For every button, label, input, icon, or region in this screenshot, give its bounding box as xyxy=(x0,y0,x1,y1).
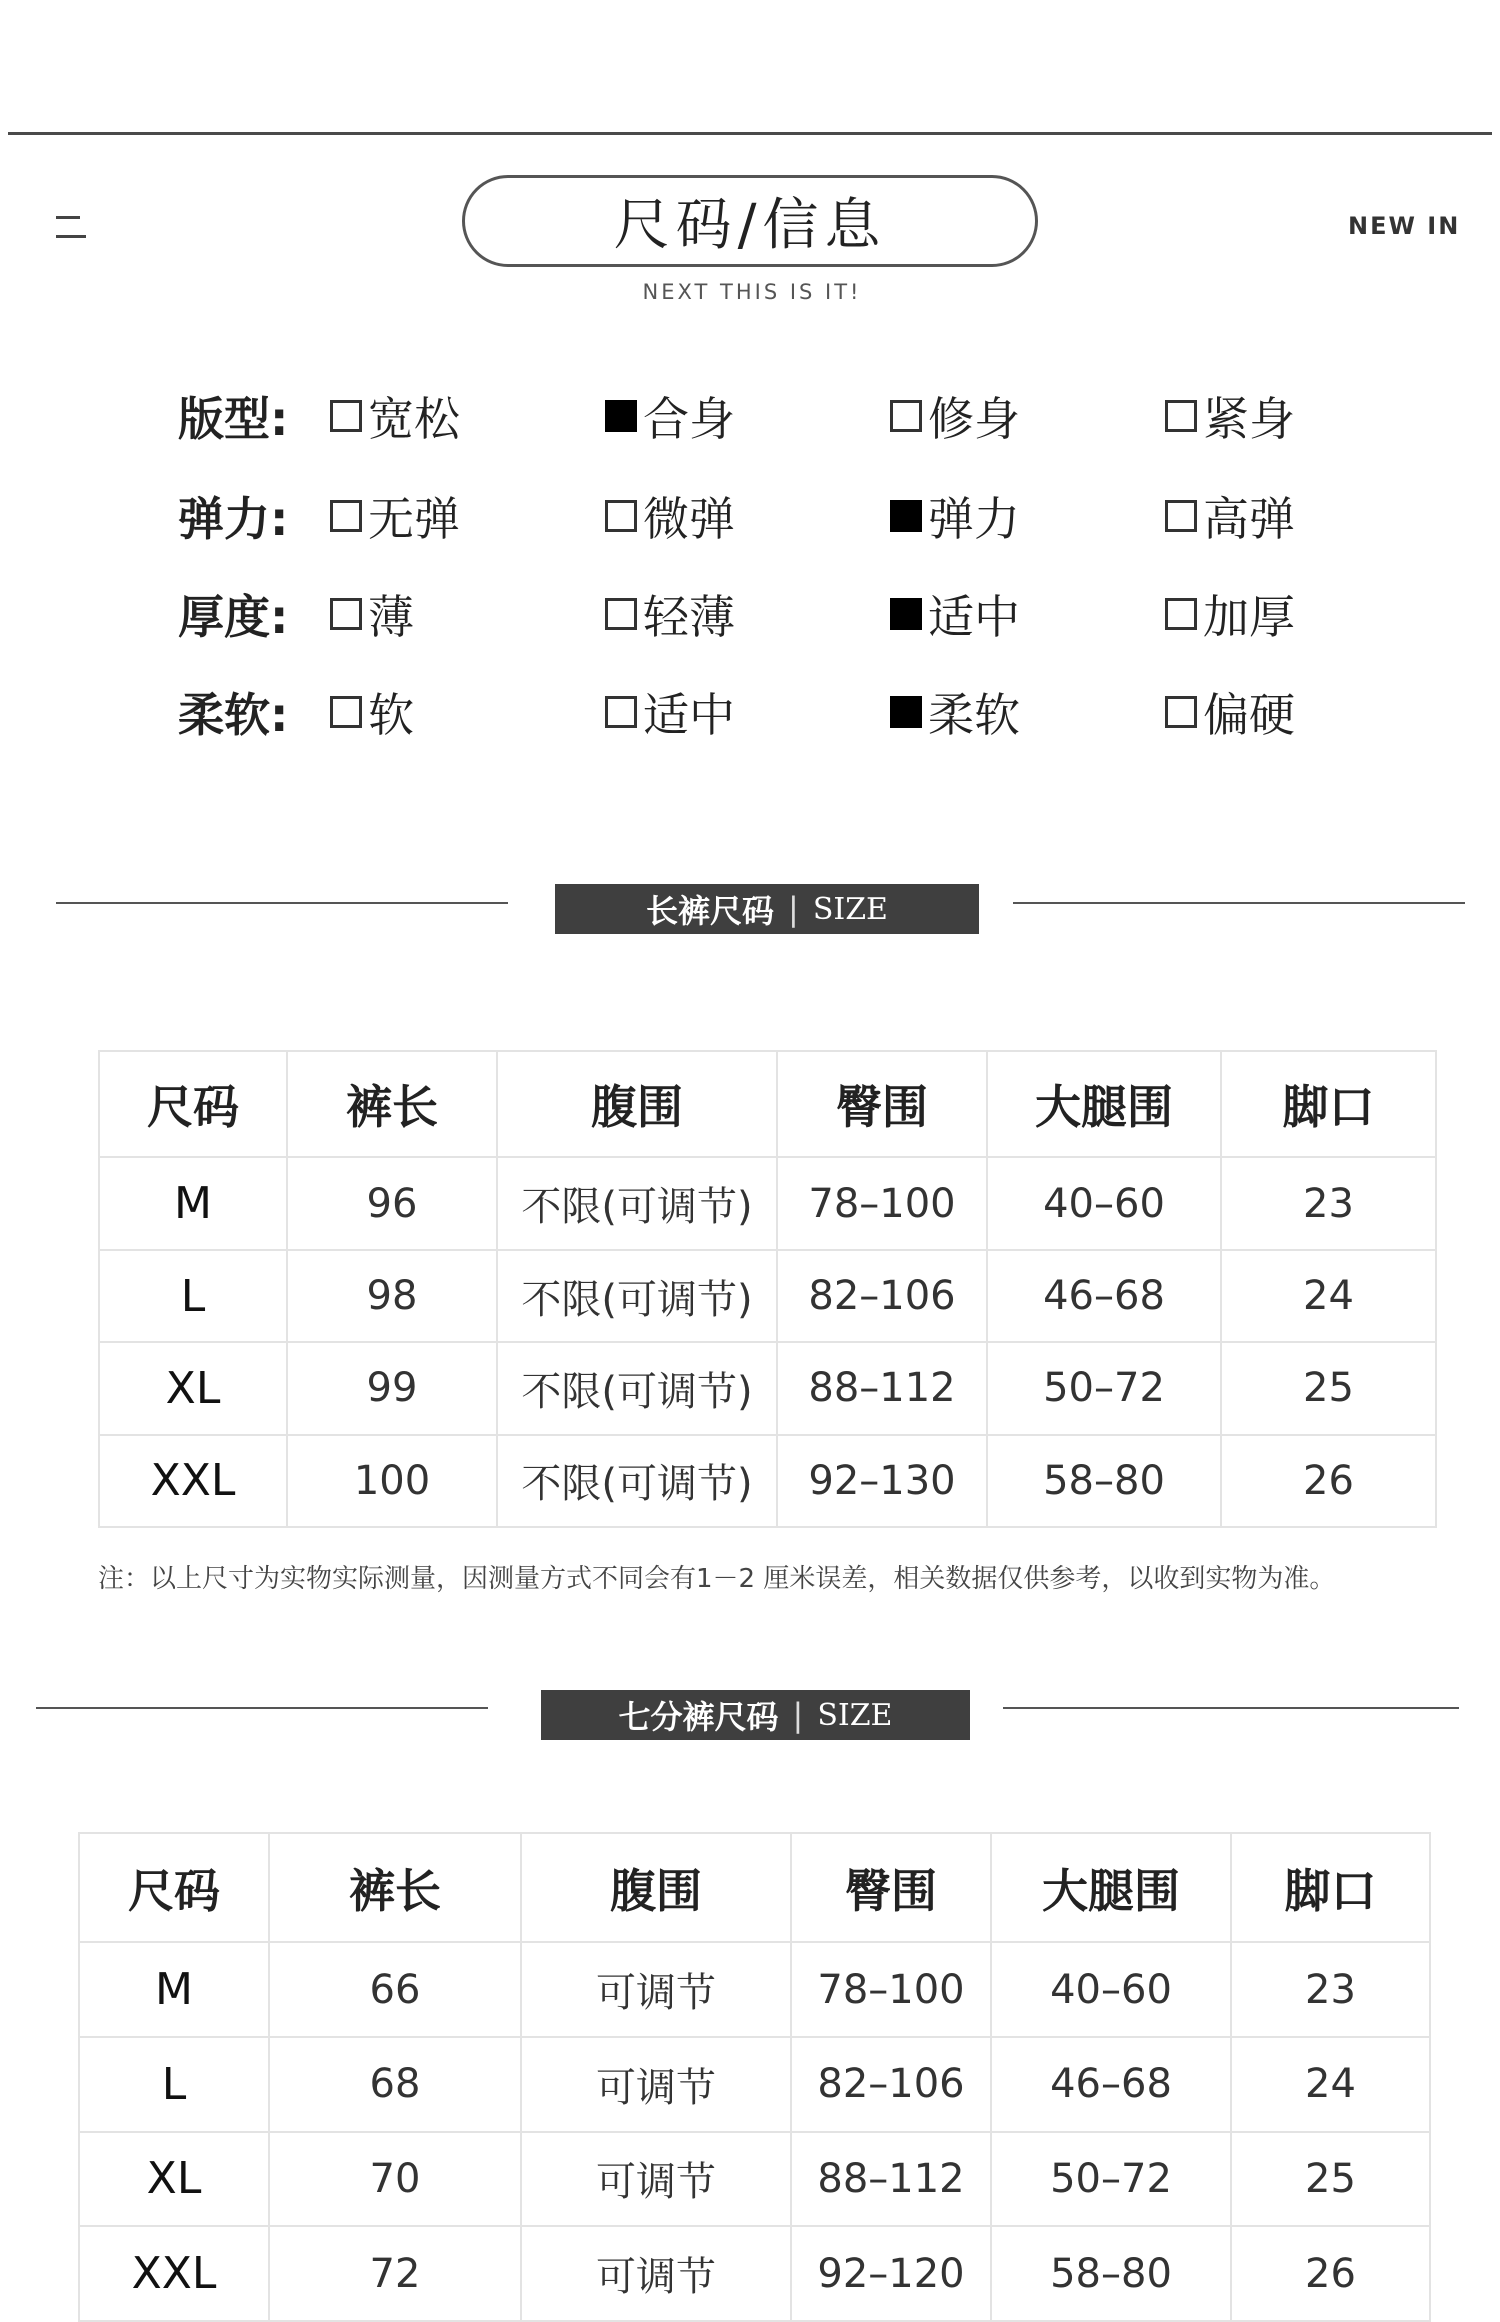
attribute-option xyxy=(890,383,1020,449)
table-cell: 88–112 xyxy=(791,2132,991,2227)
checked-box-icon xyxy=(890,500,922,532)
table-cell: 92–130 xyxy=(777,1435,987,1527)
attribute-option-label: 轻薄 xyxy=(643,590,735,644)
checked-box-icon xyxy=(605,400,637,432)
attribute-option-label: 宽松 xyxy=(368,392,460,446)
attribute-option xyxy=(605,679,735,745)
table-cell: 88–112 xyxy=(777,1342,987,1434)
attribute-option xyxy=(330,483,460,549)
attribute-row xyxy=(0,671,1500,741)
column-header: 尺码 xyxy=(79,1833,269,1942)
table-cell: 40–60 xyxy=(991,1942,1231,2037)
section-header-pants xyxy=(555,884,979,934)
attribute-label: 弹力: xyxy=(178,492,289,546)
table-cell: 24 xyxy=(1221,1250,1436,1342)
table-cell: 46–68 xyxy=(987,1250,1221,1342)
attribute-label: 厚度: xyxy=(178,590,289,644)
section-separator: | xyxy=(788,890,799,928)
attribute-option xyxy=(890,679,1020,745)
table-cell: 58–80 xyxy=(987,1435,1221,1527)
size-cell: M xyxy=(79,1942,269,2037)
size-cell: XL xyxy=(79,2132,269,2227)
table-row xyxy=(99,1342,1436,1434)
section-title: 长裤尺码 xyxy=(646,892,775,930)
table-cell: 96 xyxy=(287,1157,497,1249)
table-header-row xyxy=(99,1051,1436,1157)
attribute-option-label: 修身 xyxy=(928,392,1020,446)
unchecked-box-icon xyxy=(605,598,637,630)
column-header: 裤长 xyxy=(287,1051,497,1157)
table-cell: 25 xyxy=(1221,1342,1436,1434)
table-cell: 100 xyxy=(287,1435,497,1527)
table-cell: 26 xyxy=(1221,1435,1436,1527)
table-cell: 82–106 xyxy=(791,2037,991,2132)
section-divider-left xyxy=(56,902,508,904)
table-cell: 98 xyxy=(287,1250,497,1342)
unchecked-box-icon xyxy=(330,696,362,728)
attribute-option xyxy=(1165,679,1295,745)
table-cell: 68 xyxy=(269,2037,521,2132)
measurement-note: 注：以上尺寸为实物实际测量，因测量方式不同会有1－2 厘米误差，相关数据仅供参考，以收到实物为准。 xyxy=(98,1564,1336,1594)
section-size-label: SIZE xyxy=(812,891,888,927)
attribute-option xyxy=(605,483,735,549)
table-cell: 可调节 xyxy=(521,2037,791,2132)
menu-icon[interactable] xyxy=(56,216,86,240)
attribute-option xyxy=(890,581,1020,647)
table-row xyxy=(99,1157,1436,1249)
table-cell: 92–120 xyxy=(791,2226,991,2321)
table-cell: 82–106 xyxy=(777,1250,987,1342)
unchecked-box-icon xyxy=(605,500,637,532)
table-cell: 不限(可调节) xyxy=(497,1250,777,1342)
table-cell: 50–72 xyxy=(987,1342,1221,1434)
unchecked-box-icon xyxy=(1165,598,1197,630)
column-header: 臀围 xyxy=(777,1051,987,1157)
column-header: 裤长 xyxy=(269,1833,521,1942)
page-title: 尺码/信息 xyxy=(462,175,1038,267)
section-title: 七分裤尺码 xyxy=(618,1698,779,1736)
size-cell: L xyxy=(79,2037,269,2132)
table-row xyxy=(79,2132,1430,2227)
unchecked-box-icon xyxy=(330,598,362,630)
pants-size-table xyxy=(98,1050,1437,1528)
attribute-option xyxy=(1165,383,1295,449)
table-cell: 99 xyxy=(287,1342,497,1434)
unchecked-box-icon xyxy=(1165,400,1197,432)
unchecked-box-icon xyxy=(1165,696,1197,728)
table-cell: 78–100 xyxy=(777,1157,987,1249)
attribute-row xyxy=(0,475,1500,545)
attribute-option-label: 无弹 xyxy=(368,492,460,546)
table-cell: 不限(可调节) xyxy=(497,1157,777,1249)
section-separator: | xyxy=(792,1696,804,1734)
table-row xyxy=(99,1250,1436,1342)
column-header: 脚口 xyxy=(1221,1051,1436,1157)
unchecked-box-icon xyxy=(330,500,362,532)
column-header: 大腿围 xyxy=(991,1833,1231,1942)
table-row xyxy=(79,2037,1430,2132)
attribute-option-label: 偏硬 xyxy=(1203,688,1295,742)
table-cell: 25 xyxy=(1231,2132,1430,2227)
table-cell: 78–100 xyxy=(791,1942,991,2037)
section-size-label: SIZE xyxy=(817,1697,893,1733)
checked-box-icon xyxy=(890,696,922,728)
table-cell: 可调节 xyxy=(521,2132,791,2227)
attribute-option-label: 高弹 xyxy=(1203,492,1295,546)
table-cell: 46–68 xyxy=(991,2037,1231,2132)
column-header: 腹围 xyxy=(497,1051,777,1157)
attribute-option-label: 适中 xyxy=(643,688,735,742)
column-header: 尺码 xyxy=(99,1051,287,1157)
attribute-option-label: 微弹 xyxy=(643,492,735,546)
table-cell: 58–80 xyxy=(991,2226,1231,2321)
table-cell: 23 xyxy=(1231,1942,1430,2037)
table-cell: 不限(可调节) xyxy=(497,1435,777,1527)
attribute-option xyxy=(605,581,735,647)
cropped-pants-size-table xyxy=(78,1832,1431,2322)
attribute-option-label: 合身 xyxy=(643,392,735,446)
attribute-option-label: 柔软 xyxy=(928,688,1020,742)
size-cell: L xyxy=(99,1250,287,1342)
attribute-label: 柔软: xyxy=(178,688,289,742)
attribute-option-label: 薄 xyxy=(368,590,414,644)
attribute-option xyxy=(330,679,414,745)
table-cell: 可调节 xyxy=(521,1942,791,2037)
table-cell: 23 xyxy=(1221,1157,1436,1249)
attribute-option-label: 弹力 xyxy=(928,492,1020,546)
unchecked-box-icon xyxy=(890,400,922,432)
unchecked-box-icon xyxy=(605,696,637,728)
column-header: 大腿围 xyxy=(987,1051,1221,1157)
attribute-option xyxy=(605,383,735,449)
section-divider-left xyxy=(36,1707,488,1709)
table-cell: 可调节 xyxy=(521,2226,791,2321)
attribute-option xyxy=(1165,483,1295,549)
attribute-option xyxy=(330,383,460,449)
size-cell: XXL xyxy=(99,1435,287,1527)
new-in-badge: NEW IN xyxy=(1348,212,1461,240)
table-cell: 72 xyxy=(269,2226,521,2321)
attribute-label: 版型: xyxy=(178,392,289,446)
table-header-row xyxy=(79,1833,1430,1942)
attribute-option xyxy=(330,581,414,647)
attribute-option xyxy=(1165,581,1295,647)
table-row xyxy=(99,1435,1436,1527)
attribute-option-label: 软 xyxy=(368,688,414,742)
column-header: 腹围 xyxy=(521,1833,791,1942)
unchecked-box-icon xyxy=(330,400,362,432)
attribute-row xyxy=(0,375,1500,445)
table-cell: 70 xyxy=(269,2132,521,2227)
table-cell: 66 xyxy=(269,1942,521,2037)
column-header: 臀围 xyxy=(791,1833,991,1942)
section-divider-right xyxy=(1013,902,1465,904)
size-cell: XXL xyxy=(79,2226,269,2321)
checked-box-icon xyxy=(890,598,922,630)
table-cell: 50–72 xyxy=(991,2132,1231,2227)
section-divider-right xyxy=(1003,1707,1459,1709)
size-cell: XL xyxy=(99,1342,287,1434)
table-cell: 40–60 xyxy=(987,1157,1221,1249)
table-row xyxy=(79,1942,1430,2037)
attribute-row xyxy=(0,573,1500,643)
attribute-option-label: 适中 xyxy=(928,590,1020,644)
attribute-option-label: 加厚 xyxy=(1203,590,1295,644)
page-subtitle: NEXT THIS IS IT! xyxy=(642,280,862,304)
table-cell: 不限(可调节) xyxy=(497,1342,777,1434)
attribute-option-label: 紧身 xyxy=(1203,392,1295,446)
table-row xyxy=(79,2226,1430,2321)
table-cell: 26 xyxy=(1231,2226,1430,2321)
section-header-cropped-pants xyxy=(541,1690,970,1740)
top-divider xyxy=(8,132,1492,135)
attribute-option xyxy=(890,483,1020,549)
column-header: 脚口 xyxy=(1231,1833,1430,1942)
unchecked-box-icon xyxy=(1165,500,1197,532)
size-cell: M xyxy=(99,1157,287,1249)
table-cell: 24 xyxy=(1231,2037,1430,2132)
